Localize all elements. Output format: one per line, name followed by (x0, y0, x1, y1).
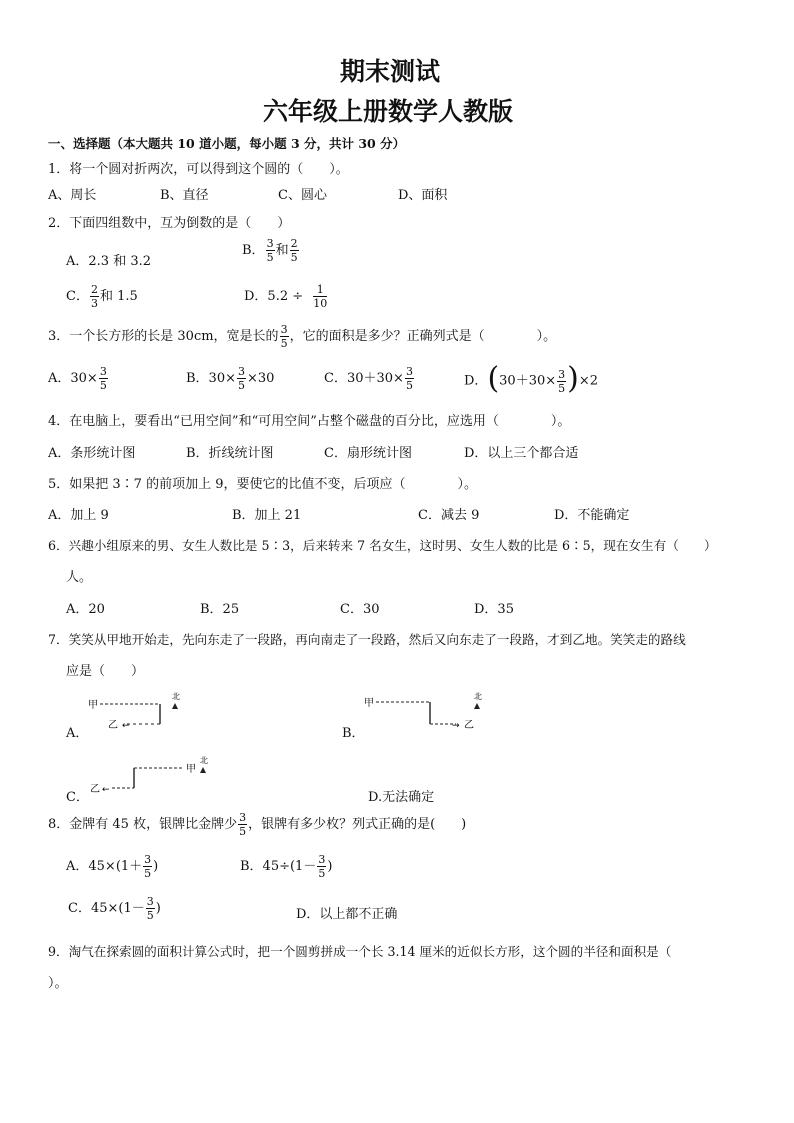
q1-stem: 1．将一个圆对折两次，可以得到这个圆的（ ）。 (48, 162, 349, 177)
q9-stem: 9．淘气在探索圆的面积计算公式时，把一个圆剪拼成一个长 3.14 厘米的近似长方形，这个圆的半径和面积是（ (48, 944, 672, 959)
denominator: 5 (144, 867, 152, 880)
north-label: 北 (172, 692, 180, 701)
q3-stem-pre: 3．一个长方形的长是 30cm，宽是长的 (48, 329, 279, 344)
q2-d-label: D．5.2 ÷ (244, 289, 308, 304)
page-subtitle: 六年级上册数学人教版 (263, 97, 514, 126)
q8-a-post: ) (153, 859, 159, 874)
denominator: 5 (99, 379, 107, 392)
q3-option-d (464, 361, 599, 396)
q3-b-label: B．30× (186, 371, 236, 386)
fraction (557, 369, 566, 394)
denominator: 5 (405, 379, 413, 392)
numerator: 1 (313, 284, 327, 297)
q1-option-c: C、圆心 (278, 188, 327, 203)
q7-diagram-b (360, 690, 490, 732)
fraction (90, 284, 99, 309)
q8-stem (48, 812, 466, 837)
q3-d-post: ×2 (578, 373, 599, 389)
q3-option-a (48, 366, 109, 391)
denominator: 5 (266, 251, 274, 264)
q5-option-c: C．减去 9 (418, 508, 480, 523)
fraction (99, 366, 108, 391)
north-arrow-icon (200, 767, 206, 773)
q8-stem-post: ，银牌有多少枚？列式正确的是( ) (248, 817, 467, 832)
q6-option-b: B．25 (200, 602, 240, 617)
q5-option-b: B．加上 21 (232, 508, 302, 523)
q6-stem: 6．兴趣小组原来的男、女生人数比是 5∶3，后来转来 7 名女生，这时男、女生人数的比是 6∶5，现在女生有（ ） (48, 538, 717, 553)
q8-b-label: B．45÷(1－ (240, 859, 317, 874)
q4-option-c: C．扇形统计图 (324, 446, 412, 461)
q7-option-a: A． (66, 726, 89, 741)
q5-option-a: A．加上 9 (48, 508, 109, 523)
fraction (405, 366, 414, 391)
q3-b-post: ×30 (247, 371, 275, 386)
q2-b-label: B． (242, 243, 265, 258)
paren-open: ( (487, 361, 500, 396)
denominator: 5 (146, 909, 154, 922)
arrow-left: ← (102, 785, 110, 795)
numerator: 3 (280, 323, 288, 336)
fraction (266, 238, 275, 263)
q8-option-b (240, 854, 332, 879)
q3-d-inner: 30＋30× (499, 373, 557, 389)
denominator: 5 (280, 337, 288, 350)
north-arrow-icon (172, 703, 178, 709)
q6-option-d: D．35 (474, 602, 514, 617)
q8-c-post: ) (155, 901, 161, 916)
fraction (143, 854, 152, 879)
north-label: 北 (200, 756, 208, 765)
q8-c-label: C．45×(1－ (68, 901, 145, 916)
denominator: 5 (238, 379, 245, 392)
q3-stem (48, 324, 556, 349)
jia-label: 甲 (364, 698, 374, 709)
q6-stem-cont: 人。 (66, 570, 93, 585)
fraction (317, 854, 326, 879)
denominator: 3 (90, 297, 98, 310)
numerator: 2 (290, 237, 298, 250)
denominator: 5 (558, 381, 566, 395)
q2-option-d (244, 284, 328, 309)
denominator: 5 (290, 251, 298, 264)
q4-option-a: A．条形统计图 (48, 446, 136, 461)
denominator: 10 (313, 297, 328, 310)
numerator: 3 (99, 365, 107, 378)
q5-option-d: D．不能确定 (554, 508, 630, 523)
q8-a-label: A．45×(1＋ (66, 859, 143, 874)
q8-b-post: ) (327, 859, 333, 874)
q7-option-b: B． (342, 726, 365, 741)
numerator: 3 (238, 365, 245, 378)
q6-option-a: A．20 (66, 602, 105, 617)
numerator: 3 (266, 237, 274, 250)
q3-a-label: A．30× (48, 371, 98, 386)
numerator: 3 (558, 367, 566, 381)
fraction (313, 284, 327, 309)
yi-label: 乙 (464, 720, 474, 731)
q3-stem-post: ，它的面积是多少？正确列式是（ ）。 (289, 329, 557, 344)
q1-option-d: D、面积 (398, 188, 448, 203)
jia-label: 甲 (186, 764, 196, 775)
q3-d-label: D． (464, 373, 488, 389)
denominator: 5 (318, 867, 326, 880)
numerator: 3 (405, 365, 413, 378)
q2-stem: 2．下面四组数中，互为倒数的是（ ） (48, 216, 291, 231)
page-title: 期末测试 (340, 57, 441, 86)
q7-diagram-a (82, 690, 192, 732)
q2-c-label: C． (66, 289, 89, 304)
q2-b-and: 和 (275, 243, 289, 258)
q2-option-a: A．2.3 和 3.2 (66, 254, 152, 269)
fraction (146, 896, 155, 921)
fraction (290, 238, 299, 263)
q4-option-b: B．折线统计图 (186, 446, 274, 461)
q7-stem-cont: 应是（ ） (66, 664, 145, 679)
numerator: 3 (146, 895, 154, 908)
arrow-left: ← (122, 721, 130, 731)
q7-stem: 7．笑笑从甲地开始走，先向东走了一段路，再向南走了一段路，然后又向东走了一段路，才到乙地。笑笑走的路线 (48, 632, 686, 647)
q6-option-c: C．30 (340, 602, 380, 617)
q3-option-b (186, 366, 274, 391)
fraction (237, 366, 246, 391)
q2-option-c (66, 284, 138, 309)
north-label: 北 (474, 692, 482, 701)
q2-c-post: 和 1.5 (99, 289, 138, 304)
north-arrow-icon (474, 703, 480, 709)
fraction (280, 324, 289, 349)
q7-option-d: D.无法确定 (368, 790, 435, 805)
q8-stem-pre: 8．金牌有 45 枚，银牌比金牌少 (48, 817, 238, 832)
q8-option-c (68, 896, 161, 921)
q3-option-c (324, 366, 415, 391)
q1-option-a: A、周长 (48, 188, 97, 203)
denominator: 5 (239, 825, 247, 838)
numerator: 3 (144, 853, 152, 866)
yi-label: 乙 (108, 720, 118, 731)
q1-option-b: B、直径 (160, 188, 209, 203)
q3-c-label: C．30＋30× (324, 371, 404, 386)
yi-label: 乙 (90, 784, 100, 795)
section-heading: 一、选择题（本大题共 10 道小题，每小题 3 分，共计 30 分） (48, 136, 406, 151)
q9-stem-cont: ）。 (48, 976, 68, 991)
q7-diagram-c (86, 754, 216, 796)
q8-option-d: D．以上都不正确 (296, 907, 398, 922)
q2-option-b (242, 238, 300, 263)
q7-option-c: C． (66, 790, 89, 805)
q4-stem: 4．在电脑上，要看出“已用空间”和“可用空间”占整个磁盘的百分比，应选用（ ）。 (48, 414, 571, 429)
paren-close: ) (567, 361, 579, 396)
q5-stem: 5．如果把 3∶7 的前项加上 9，要使它的比值不变，后项应（ ）。 (48, 477, 477, 492)
arrow-right: → (452, 721, 460, 731)
fraction (238, 812, 247, 837)
numerator: 2 (90, 283, 98, 296)
jia-label: 甲 (88, 700, 98, 711)
q8-option-a (66, 854, 158, 879)
numerator: 3 (239, 811, 247, 824)
q4-option-d: D．以上三个都合适 (464, 446, 579, 461)
numerator: 3 (318, 853, 326, 866)
